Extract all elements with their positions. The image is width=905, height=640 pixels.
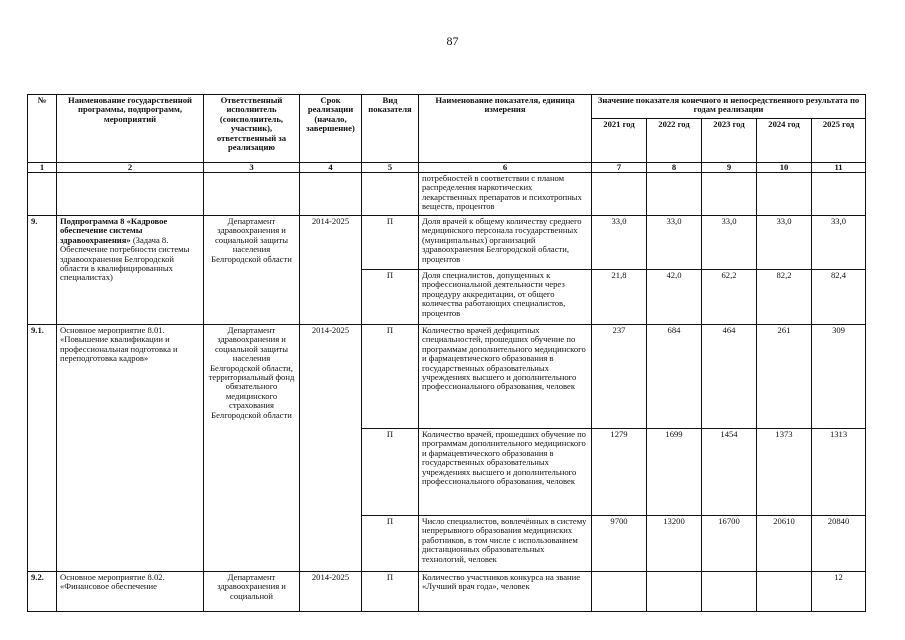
value-2021: 9700 — [592, 516, 647, 572]
header-term: Срок реализации (начало, завершение) — [300, 95, 362, 163]
header-indicator: Наименование показателя, единица измерения — [419, 95, 592, 163]
program-name: Основное мероприятие 8.01. «Повышение квалификации и профессиональная подготовка и переподготовка кадров» — [57, 325, 204, 572]
value-2025: 33,0 — [812, 216, 866, 270]
indicator-name: Число специалистов, вовлечённых в систему непрерывного образования медицинских работников, в том числе с использованием дистанционных образовательных технологий, человек — [419, 516, 592, 572]
value-2024 — [757, 572, 812, 612]
value-2022: 1699 — [647, 429, 702, 516]
indicator-type: П — [362, 516, 419, 572]
value-2025: 309 — [812, 325, 866, 429]
header-row-top — [28, 95, 866, 119]
indicator-name: Количество участников конкурса на звание «Лучший врач года», человек — [419, 572, 592, 612]
value-2023: 1454 — [702, 429, 757, 516]
header-responsible: Ответственный исполнитель (соисполнитель, участник), ответственный за реализацию — [204, 95, 300, 163]
term: 2014-2025 — [300, 572, 362, 612]
column-number: 2 — [57, 163, 204, 173]
value-2021 — [592, 572, 647, 612]
value-2022: 684 — [647, 325, 702, 429]
value-2021: 237 — [592, 325, 647, 429]
value-2022 — [647, 572, 702, 612]
value-2023: 33,0 — [702, 216, 757, 270]
value-2024: 261 — [757, 325, 812, 429]
value-2023: 16700 — [702, 516, 757, 572]
header-name: Наименование государственной программы, подпрограмм, мероприятий — [57, 95, 204, 163]
row-number: 9.2. — [28, 572, 57, 612]
indicator-name: потребностей в соответствии с планом распределения наркотических лекарственных препаратов и психотропных веществ, процентов — [419, 173, 592, 216]
indicator-name: Количество врачей, прошедших обучение по программам дополнительного медицинского и фармацевтического образования в государственных образовательных учреждениях высшего и дополнительного профессионального образования, человек — [419, 429, 592, 516]
value-2021: 21,8 — [592, 270, 647, 325]
value-2024: 1373 — [757, 429, 812, 516]
value-2023: 62,2 — [702, 270, 757, 325]
header-type: Вид показателя — [362, 95, 419, 163]
table-row — [28, 572, 866, 612]
column-number: 9 — [702, 163, 757, 173]
column-number: 4 — [300, 163, 362, 173]
indicator-type: П — [362, 325, 419, 429]
header-num: № — [28, 95, 57, 163]
indicator-name: Количество врачей дефицитных специальностей, прошедших обучение по программам дополнительного медицинского и фармацевтического образования в государственных образовательных учреждениях высшего и дополнительного профессионального образования, человек — [419, 325, 592, 429]
row-number: 9.1. — [28, 325, 57, 572]
value-2025: 82,4 — [812, 270, 866, 325]
value-2023: 464 — [702, 325, 757, 429]
term: 2014-2025 — [300, 325, 362, 572]
header-values-group: Значение показателя конечного и непосредственного результата по годам реализации — [592, 95, 866, 119]
indicator-type: П — [362, 216, 419, 270]
indicator-type: П — [362, 572, 419, 612]
table-row — [28, 216, 866, 270]
column-number-row — [28, 163, 866, 173]
term: 2014-2025 — [300, 216, 362, 325]
value-2025: 1313 — [812, 429, 866, 516]
responsible-executor: Департамент здравоохранения и социальной защиты населения Белгородской области — [204, 216, 300, 325]
value-2025: 12 — [812, 572, 866, 612]
column-number: 8 — [647, 163, 702, 173]
column-number: 3 — [204, 163, 300, 173]
value-2024: 20610 — [757, 516, 812, 572]
value-2024: 33,0 — [757, 216, 812, 270]
column-number: 7 — [592, 163, 647, 173]
value-2025: 20840 — [812, 516, 866, 572]
value-2023 — [702, 572, 757, 612]
table-row-continuation — [28, 173, 866, 216]
header-year-2025: 2025 год — [812, 119, 866, 163]
indicator-name: Доля врачей к общему количеству среднего медицинского персонала государственных (муниципальных) организаций здравоохранения Белгородской области, процентов — [419, 216, 592, 270]
indicator-type: П — [362, 270, 419, 325]
responsible-executor: Департамент здравоохранения и социальной защиты населения Белгородской области, территориальный фонд обязательного медицинского страхования Белгородской области — [204, 325, 300, 572]
header-year-2024: 2024 год — [757, 119, 812, 163]
value-2021: 33,0 — [592, 216, 647, 270]
value-2024: 82,2 — [757, 270, 812, 325]
indicators-table — [27, 94, 866, 612]
column-number: 1 — [28, 163, 57, 173]
column-number: 11 — [812, 163, 866, 173]
value-2021: 1279 — [592, 429, 647, 516]
table-row — [28, 325, 866, 429]
value-2022: 33,0 — [647, 216, 702, 270]
column-number: 6 — [419, 163, 592, 173]
header-year-2021: 2021 год — [592, 119, 647, 163]
column-number: 10 — [757, 163, 812, 173]
value-2022: 13200 — [647, 516, 702, 572]
responsible-executor: Департамент здравоохранения и социальной — [204, 572, 300, 612]
program-title: Подпрограмма 8 «Кадровое обеспечение системы здравоохранения» — [60, 216, 168, 245]
page-number: 87 — [446, 34, 459, 48]
indicator-name: Доля специалистов, допущенных к профессиональной деятельности через процедуру аккредитации, от общего количества работающих специалистов, процентов — [419, 270, 592, 325]
column-number: 5 — [362, 163, 419, 173]
row-number: 9. — [28, 216, 57, 325]
header-year-2023: 2023 год — [702, 119, 757, 163]
indicator-type: П — [362, 429, 419, 516]
header-year-2022: 2022 год — [647, 119, 702, 163]
program-name: Основное мероприятие 8.02. «Финансовое обеспечение — [57, 572, 204, 612]
value-2022: 42,0 — [647, 270, 702, 325]
program-task: (Задача 8. Обеспечение потребности системы здравоохранения Белгородской области в квалифицированных специалистах) — [60, 234, 190, 283]
program-name — [57, 216, 204, 325]
